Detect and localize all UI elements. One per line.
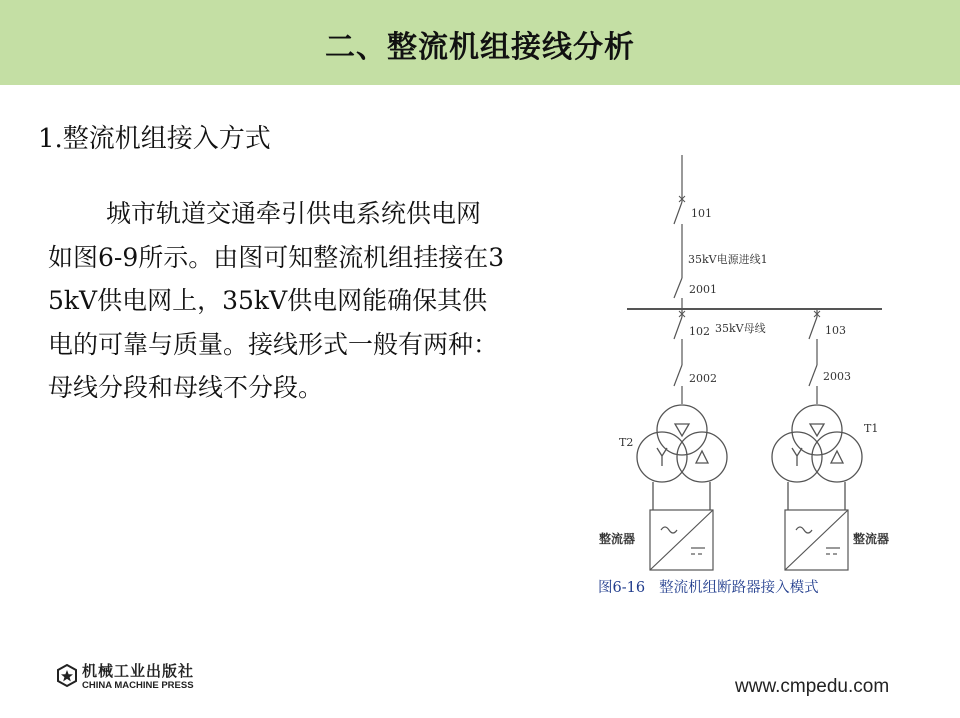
switch-103-blade xyxy=(809,317,817,339)
body-line: 电的可靠与质量。接线形式一般有两种： xyxy=(48,329,499,359)
rectifier-right xyxy=(785,510,848,570)
switch-101-blade xyxy=(674,202,682,224)
publisher-name-en: CHINA MACHINE PRESS xyxy=(82,680,194,691)
switch-102-blade xyxy=(674,317,682,339)
label-bus: 35kV母线 xyxy=(715,322,766,335)
switch-2001-blade xyxy=(674,278,682,298)
publisher-name-cn: 机械工业出版社 xyxy=(82,662,195,680)
body-line: 如图6-9所示。由图可知整流机组挂接在3 xyxy=(48,242,505,272)
label-t1: T1 xyxy=(864,422,879,435)
section-heading: 1.整流机组接入方式 xyxy=(38,124,271,154)
body-line: 5kV供电网上，35kV供电网能确保其供 xyxy=(48,286,488,315)
switch-2002-blade xyxy=(674,365,682,386)
transformer-t1 xyxy=(772,405,862,510)
figure-caption xyxy=(598,576,833,597)
label-2002: 2002 xyxy=(689,372,717,385)
switch-2003-blade xyxy=(809,365,817,386)
label-2001: 2001 xyxy=(689,283,717,296)
website-url: www.cmpedu.com xyxy=(735,676,890,697)
body-line: 母线分段和母线不分段。 xyxy=(48,373,324,402)
label-t2: T2 xyxy=(619,436,634,449)
label-103: 103 xyxy=(825,324,846,337)
publisher-emblem-icon xyxy=(56,664,78,688)
body-paragraph xyxy=(48,192,578,410)
slide-title: 二、整流机组接线分析 xyxy=(325,30,635,65)
transformer-t2 xyxy=(637,405,727,510)
label-rectifier-right: 整流器 xyxy=(853,532,890,546)
label-incoming: 35kV电源进线1 xyxy=(688,253,768,266)
label-rectifier-left: 整流器 xyxy=(599,532,636,546)
label-101: 101 xyxy=(691,207,712,220)
figure-title: 整流机组断路器接入模式 xyxy=(659,580,819,596)
label-102: 102 xyxy=(689,325,710,338)
label-2003: 2003 xyxy=(823,370,851,383)
wiring-diagram xyxy=(585,150,895,575)
body-line: 城市轨道交通牵引供电系统供电网 xyxy=(106,199,482,228)
title-bar xyxy=(0,0,960,85)
rectifier-left xyxy=(650,510,713,570)
figure-number: 图6-16 xyxy=(598,580,646,596)
